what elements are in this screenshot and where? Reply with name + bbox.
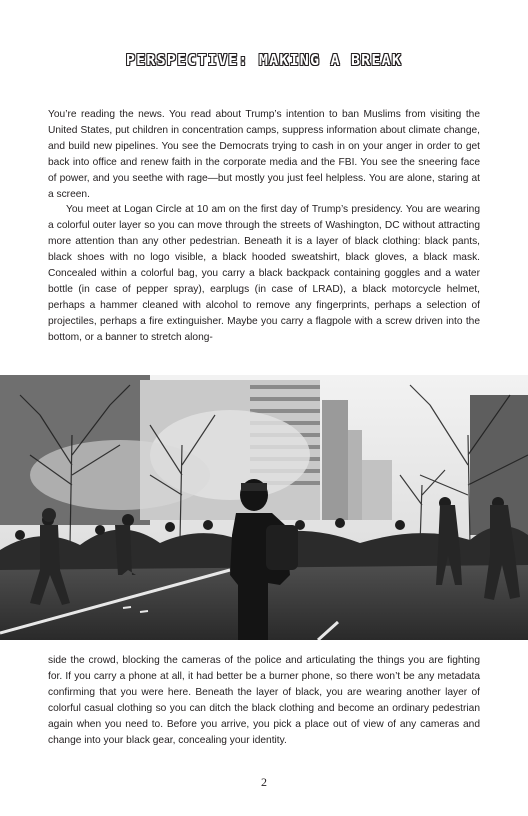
paragraph-3: side the crowd, blocking the cameras of the police and articulating the things you are fighting for. If you carry a phone at all, it had better be a burner phone, so there won’t be any metadata confirming that you were here. Beneath the layer of black, you are wearing another layer of colorful casual clothing so you can ditch the black clothing and become an ordinary pedestrian again when you need to. Before you arrive, you pick a place out of view of any cameras and change into your black gear, concealing your identity. (48, 655, 480, 746)
page-title: PERSPECTIVE: MAKING A BREAK (125, 51, 403, 69)
article-body-top (48, 107, 480, 346)
paragraph-1: You’re reading the news. You read about Trump’s intention to ban Muslims from visiting the United States, put children in concentration camps, suppress information about climate change, and build new pipelines. You see the Democrats trying to cash in on your anger in order to get back into office and renew faith in the corporate media and the FBI. You see the sneering face of power, and you seethe with rage—but mostly you just feel helpless. You are alone, staring at a screen. (48, 109, 480, 200)
article-body-bottom (48, 653, 480, 748)
protest-photo (0, 375, 528, 640)
page-number: 2 (261, 775, 267, 789)
paragraph-2: You meet at Logan Circle at 10 am on the first day of Trump’s presidency. You are wearing a colorful outer layer so you can move through the streets of Washington, DC without attracting more attention than any other pedestrian. Beneath it is a layer of black clothing: black pants, black shoes with no logo visible, a black hooded sweatshirt, black gloves, a black mask. Concealed within a colorful bag, you carry a black backpack containing goggles and a water bottle (in case of pepper spray), earplugs (in case of LRAD), a black motorcycle helmet, perhaps a hammer cleaned with alcohol to remove any fingerprints, perhaps a selection of projectiles, perhaps a fire extinguisher. Maybe you carry a flagpole with a screw driven into the bottom, or a banner to stretch along- (48, 204, 480, 343)
